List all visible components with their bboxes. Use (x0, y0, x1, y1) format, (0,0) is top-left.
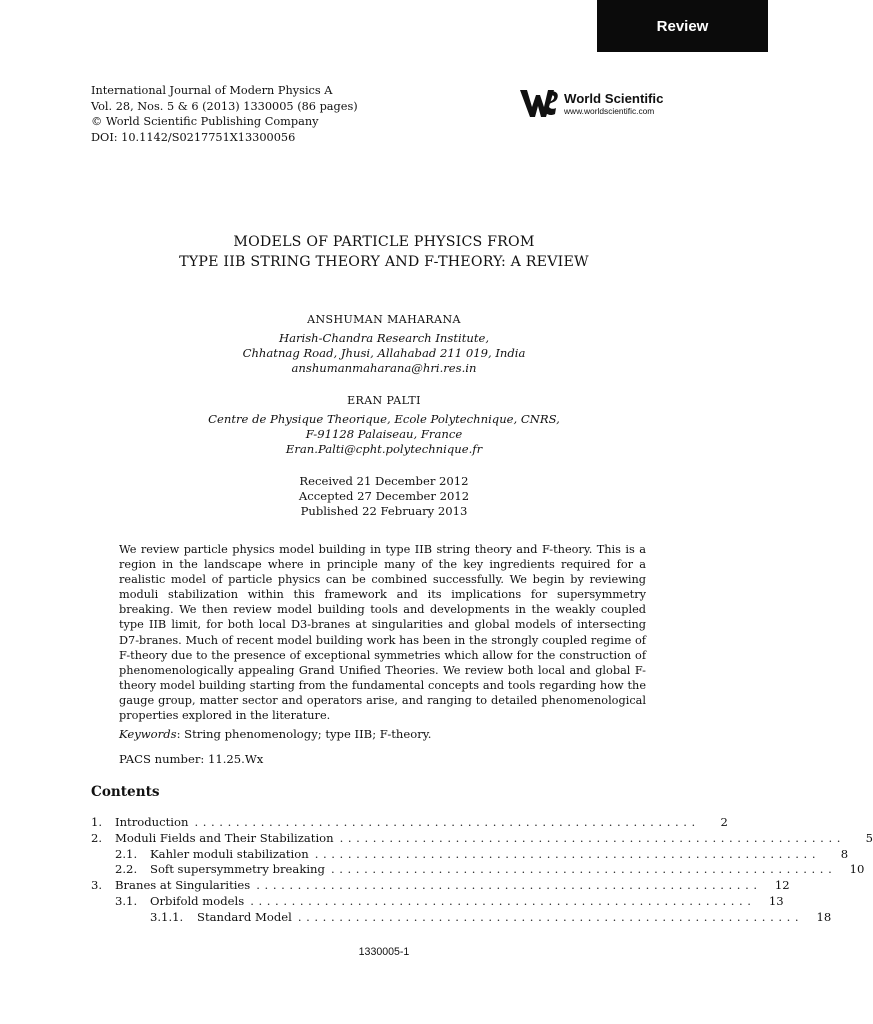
world-scientific-logo-icon (519, 87, 561, 119)
toc-entry[interactable] (91, 862, 865, 878)
author-affiliation: Chhatnag Road, Jhusi, Allahabad 211 019, India (242, 346, 526, 360)
page-number: 1330005-1 (358, 946, 410, 958)
abstract: We review particle physics model building in type IIB string theory and F-theory. This is a region in the landscape where in principle many of the key ingredients required for a realistic model of particle physics can be combined successfully. We begin by reviewing moduli stabilization within this framework and its implications for supersymmetry breaking. We then review model building tools and developments in the weakly coupled type IIB limit, for both local D3-branes at singularities and global models of intersecting D7-branes. Much of recent model building work has been in the strongly coupled regime of F-theory due to the presence of exceptional symmetries which allow for the construction of phenomenologically appealing Grand Unified Theories. We review both local and global F-theory model building starting from the fundamental concepts and tools regarding how the gauge group, matter sector and operators arise, and ranging to detailed phenomenological properties explored in the literature. (119, 543, 646, 723)
toc-entry[interactable] (91, 815, 728, 831)
toc-leader: ............................................................. (330, 862, 837, 877)
publisher-logo[interactable] (519, 86, 679, 120)
toc-number: 2. (91, 830, 103, 845)
publisher-url[interactable]: www.worldscientific.com (564, 105, 655, 116)
toc-number: 2.2. (115, 862, 138, 877)
toc-page: 2 (720, 815, 728, 829)
toc-page: 5 (865, 830, 873, 845)
toc-entry[interactable] (91, 909, 832, 926)
toc-number: 3.1. (115, 893, 138, 908)
journal-name: International Journal of Modern Physics A (91, 84, 333, 97)
toc-leader: ............................................................. (314, 846, 821, 861)
keywords-label: Keywords (119, 727, 177, 741)
journal-volume: Vol. 28, Nos. 5 & 6 (2013) 1330005 (86 pages) (91, 99, 358, 113)
toc-page: 10 (849, 862, 865, 877)
published-date: Published 22 February 2013 (300, 504, 468, 518)
toc-number: 2.1. (115, 846, 138, 861)
toc-number: 1. (91, 815, 103, 829)
toc-leader: ............................................................. (256, 878, 762, 893)
toc-number: 3. (91, 878, 103, 893)
table-of-contents (91, 815, 873, 926)
keywords-value: : String phenomenology; type IIB; F-theory. (176, 727, 432, 741)
toc-leader: ............................................................. (194, 815, 700, 829)
author-email[interactable]: anshumanmaharana@hri.res.in (291, 361, 477, 375)
toc-entry[interactable] (91, 893, 784, 910)
author-name: ANSHUMAN MAHARANA (307, 313, 461, 326)
article-title-line-2: TYPE IIB STRING THEORY AND F-THEORY: A REVIEW (179, 254, 589, 270)
toc-leader: ............................................................. (297, 909, 804, 924)
toc-title: Moduli Fields and Their Stabilization (115, 830, 334, 845)
accepted-date: Accepted 27 December 2012 (298, 489, 470, 503)
toc-number: 3.1.1. (150, 909, 184, 924)
pacs-number: PACS number: 11.25.Wx (119, 752, 264, 766)
journal-copyright: © World Scientific Publishing Company (91, 115, 319, 129)
toc-page: 8 (840, 846, 849, 861)
toc-page: 12 (774, 878, 790, 893)
journal-info (91, 83, 358, 145)
publisher-name: World Scientific (564, 90, 664, 106)
toc-leader: ............................................................. (250, 893, 756, 908)
toc-entry[interactable] (91, 830, 873, 847)
toc-title: Branes at Singularities (115, 878, 251, 893)
author-affiliation: F-91128 Palaiseau, France (305, 427, 463, 441)
toc-entry[interactable] (91, 878, 790, 894)
toc-leader: ............................................................. (339, 830, 846, 845)
toc-title: Standard Model (197, 909, 292, 924)
toc-title: Kahler moduli stabilization (150, 846, 309, 861)
journal-doi[interactable]: DOI: 10.1142/S0217751X13300056 (91, 130, 296, 144)
toc-page: 13 (768, 893, 784, 908)
toc-title: Soft supersymmetry breaking (150, 862, 325, 877)
toc-title: Orbifold models (150, 893, 245, 908)
review-badge[interactable]: Review (597, 0, 768, 52)
contents-heading: Contents (91, 784, 160, 800)
article-title-line-1: MODELS OF PARTICLE PHYSICS FROM (233, 234, 535, 250)
toc-title: Introduction (115, 815, 189, 829)
author-affiliation: Centre de Physique Theorique, Ecole Polytechnique, CNRS, (208, 412, 560, 426)
toc-entry[interactable] (91, 846, 849, 863)
keywords (119, 727, 431, 741)
author-email[interactable]: Eran.Palti@cpht.polytechnique.fr (285, 442, 483, 456)
toc-page: 18 (816, 909, 832, 924)
received-date: Received 21 December 2012 (299, 474, 469, 488)
author-name: ERAN PALTI (347, 394, 421, 407)
author-affiliation: Harish-Chandra Research Institute, (278, 331, 490, 345)
